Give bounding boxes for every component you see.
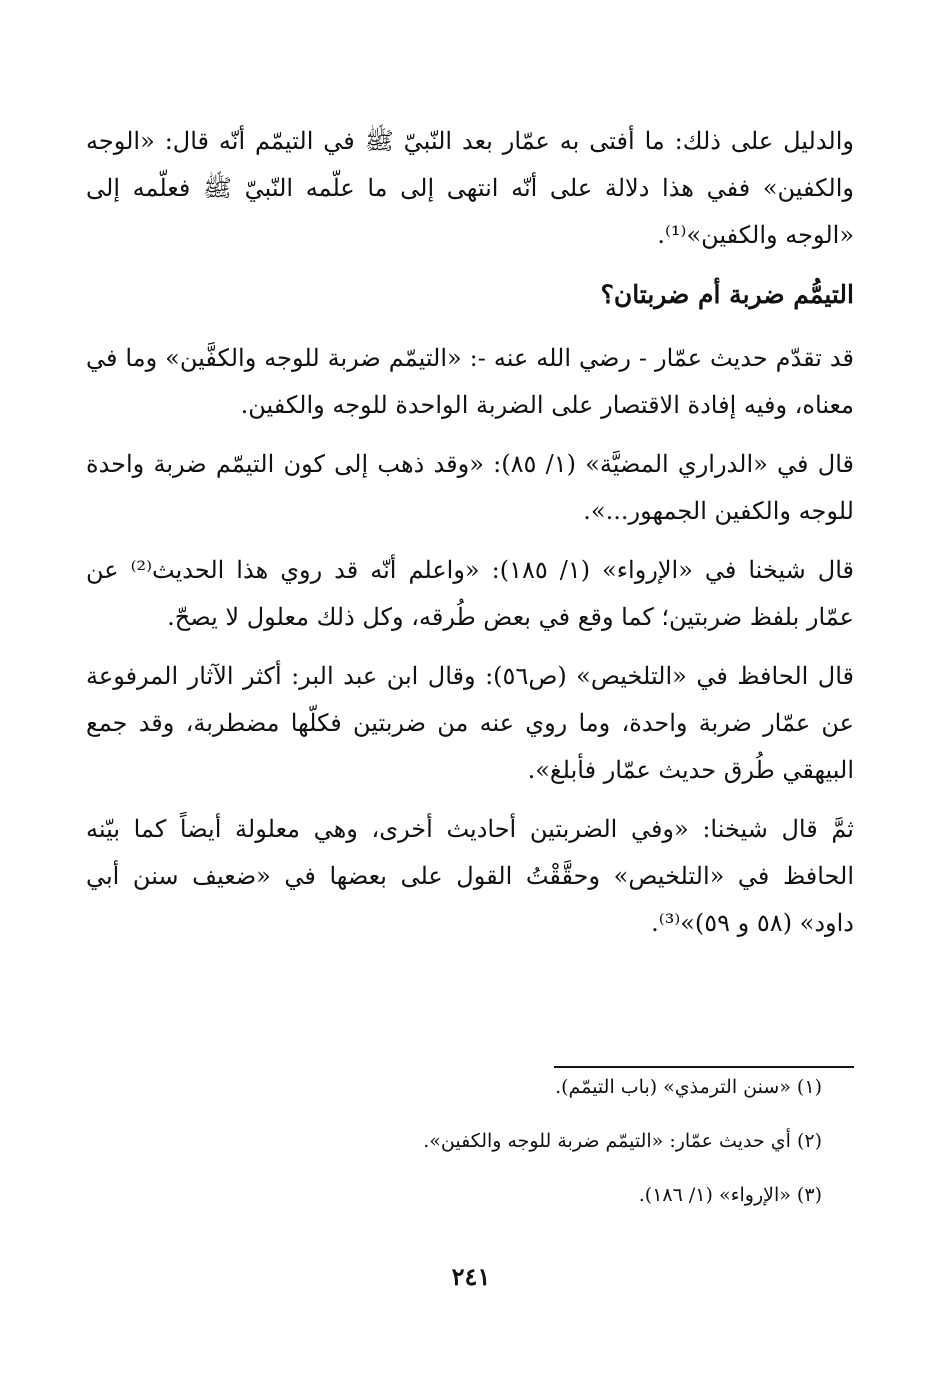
paragraph-ammar-hadith: قد تقدّم حديث عمّار - رضي الله عنه -: «التيمّم ضربة للوجه والكفَّين» وما في معناه، وفيه إفادة الاقتصار على الضربة الواحدة للوجه والكفين.: [86, 344, 854, 419]
footnote-divider: [554, 1066, 854, 1068]
main-text: [86, 118, 854, 961]
footnote-2: (٢) أي حديث عمّار: «التيمّم ضربة للوجه والكفين».: [423, 1130, 822, 1152]
paragraph-other-hadiths: ثمَّ قال شيخنا: «وفي الضربتين أحاديث أخرى، وهي معلولة أيضاً كما بيّنه الحافظ في «التلخيص» وحقَّقْتُ القول على بعضها في «ضعيف سنن أبي داود» (٥٨ و ٥٩)»⁽³⁾.: [86, 815, 854, 937]
page-number: ٢٤١: [451, 1262, 491, 1291]
footnote-1: (١) «سنن الترمذي» (باب التيمّم).: [555, 1076, 822, 1098]
section-heading: التيمُّم ضربة أم ضربتان؟: [600, 280, 854, 309]
paragraph-irwa: قال شيخنا في «الإرواء» (١/ ١٨٥): «واعلم أنّه قد روي هذا الحديث⁽²⁾ عن عمّار بلفظ ضربتين؛ كما وقع في بعض طُرقه، وكل ذلك معلول لا يصحّ.: [86, 556, 854, 631]
footnotes: [86, 1072, 822, 1234]
paragraph-talkhis: قال الحافظ في «التلخيص» (ص٥٦): وقال ابن عبد البر: أكثر الآثار المرفوعة عن عمّار ضربة واحدة، وما روي عنه من ضربتين فكلّها مضطربة، وقد جمع البيهقي طُرق حديث عمّار فأبلغ».: [86, 662, 854, 784]
paragraph-durari: قال في «الدراري المضيَّة» (١/ ٨٥): «وقد ذهب إلى كون التيمّم ضربة واحدة للوجه والكفين الجمهور...».: [86, 450, 855, 525]
paragraph-evidence: والدليل على ذلك: ما أفتى به عمّار بعد النّبيّ ﷺ في التيمّم أنّه قال: «الوجه والكفين» ففي هذا دلالة على أنّه انتهى إلى ما علّمه النّبيّ ﷺ فعلّمه إلى «الوجه والكفين»⁽¹⁾.: [86, 127, 854, 249]
footnote-3: (٣) «الإرواء» (١/ ١٨٦).: [638, 1184, 822, 1206]
